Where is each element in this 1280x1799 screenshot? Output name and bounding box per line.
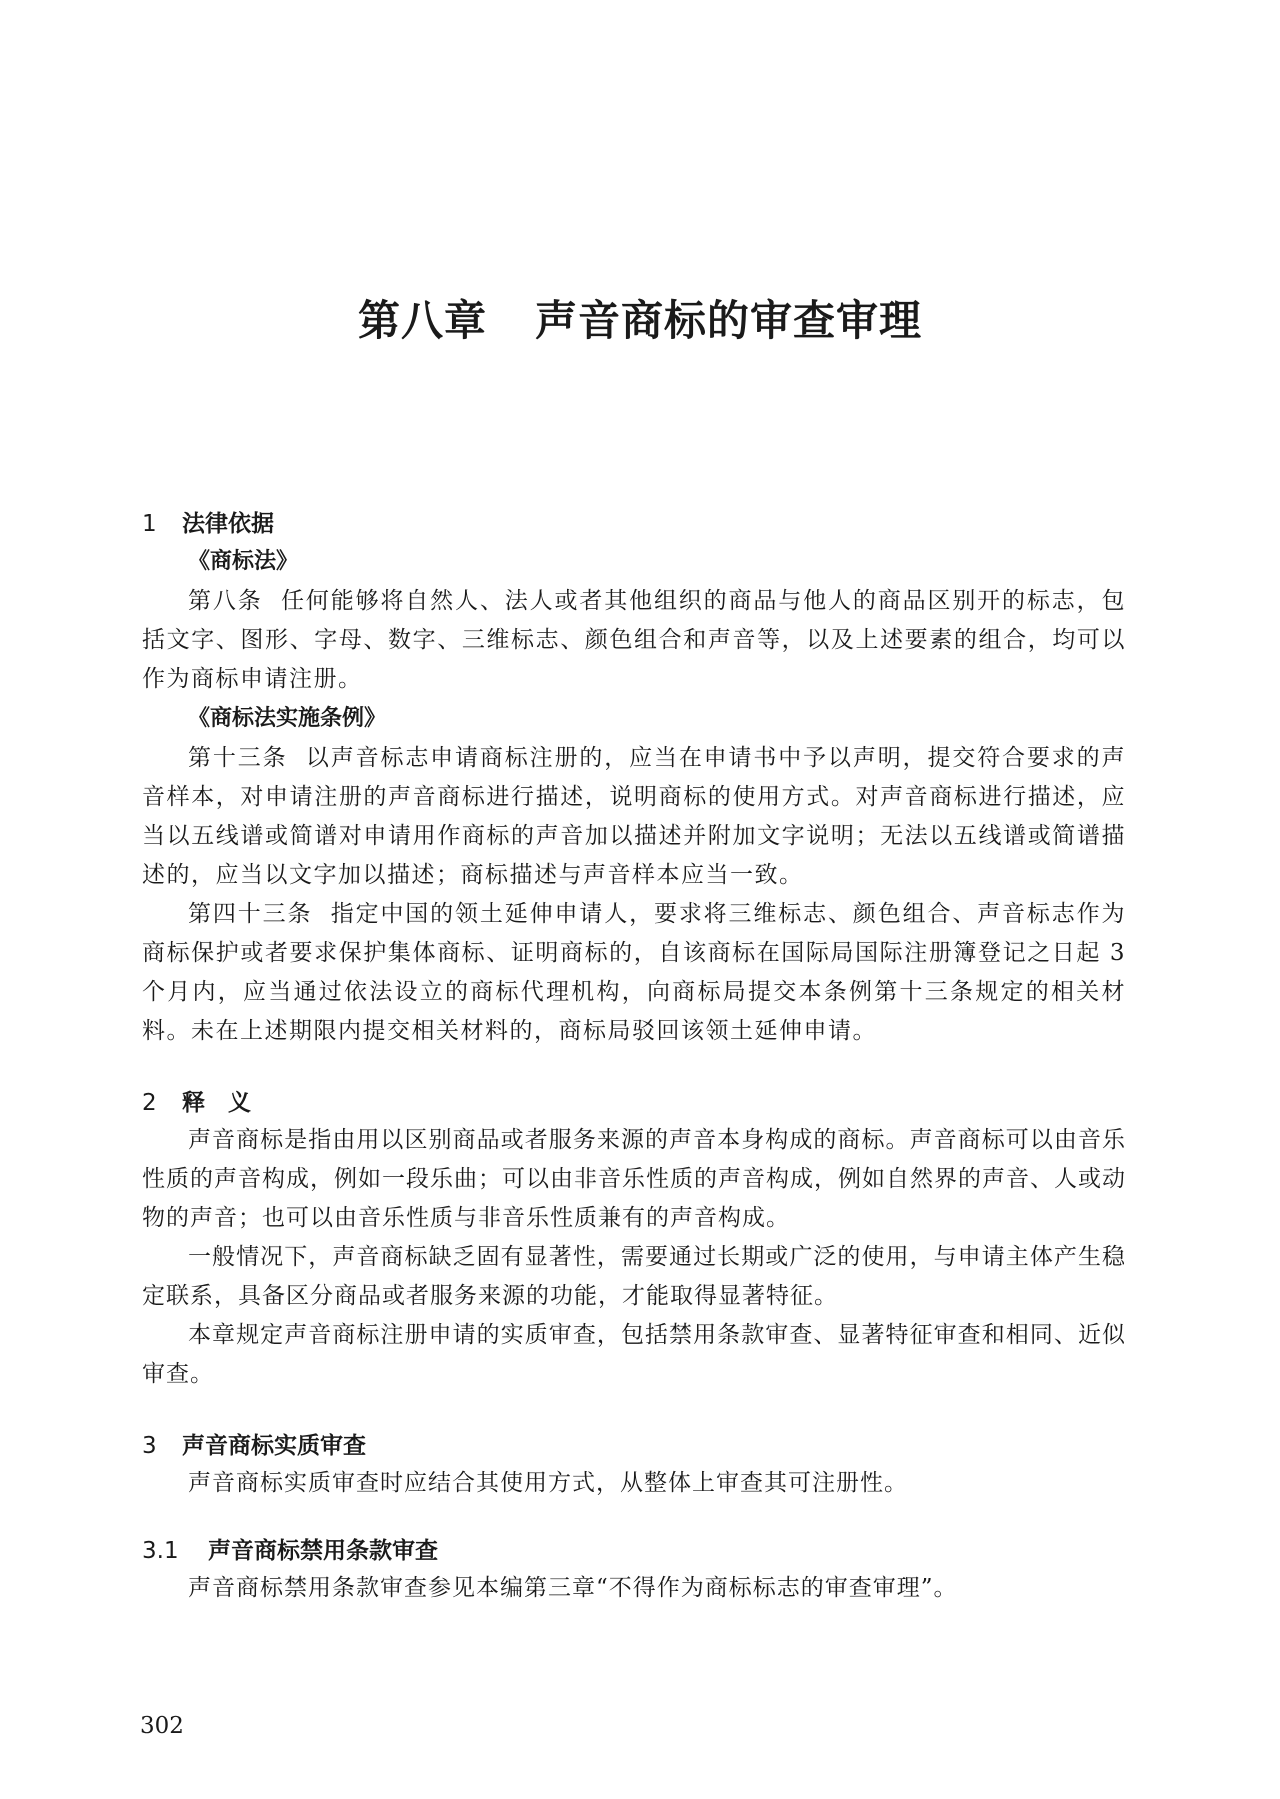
section-number: 3.1 [142, 1538, 179, 1564]
section-title: 声音商标禁用条款审查 [208, 1538, 438, 1564]
chapter-name: 声音商标的审查审理 [535, 296, 923, 345]
section-heading [142, 1428, 1126, 1464]
section-title: 声音商标实质审查 [182, 1433, 366, 1459]
article-text: 任何能够将自然人、法人或者其他组织的商品与他人的商品区别开的标志，包括文字、图形、字母、数字、三维标志、颜色组合和声音等，以及上述要素的组合，均可以作为商标申请注册。 [142, 588, 1127, 692]
article-label: 第八条 [188, 588, 263, 614]
section-title: 法律依据 [182, 511, 274, 537]
paragraph: 一般情况下，声音商标缺乏固有显著性，需要通过长期或广泛的使用，与申请主体产生稳定联系，具备区分商品或者服务来源的功能，才能取得显著特征。 [142, 1244, 1126, 1309]
chapter-title [0, 288, 1280, 348]
section-number: 1 [142, 511, 157, 537]
law-title: 《商标法》 [188, 549, 299, 574]
law-article [142, 582, 1126, 699]
chapter-number: 第八章 [357, 296, 487, 345]
paragraph: 声音商标禁用条款审查参见本编第三章“不得作为商标标志的审查审理”。 [188, 1575, 958, 1601]
article-label: 第四十三条 [188, 901, 313, 927]
article-label: 第十三条 [188, 745, 288, 771]
subsection-heading [142, 1533, 1126, 1569]
law-article [142, 739, 1126, 895]
law-article [142, 895, 1126, 1051]
section-heading [142, 506, 1126, 542]
section-title: 释 义 [182, 1090, 251, 1116]
page-number: 302 [140, 1713, 184, 1739]
law-title: 《商标法实施条例》 [188, 706, 387, 731]
paragraph: 本章规定声音商标注册申请的实质审查，包括禁用条款审查、显著特征审查和相同、近似审查。 [142, 1322, 1126, 1387]
paragraph: 声音商标是指由用以区别商品或者服务来源的声音本身构成的商标。声音商标可以由音乐性质的声音构成，例如一段乐曲；可以由非音乐性质的声音构成，例如自然界的声音、人或动物的声音；也可以由音乐性质与非音乐性质兼有的声音构成。 [142, 1127, 1126, 1231]
section-number: 2 [142, 1090, 157, 1116]
section-number: 3 [142, 1433, 157, 1459]
section-heading [142, 1085, 1126, 1121]
page-content [142, 506, 1126, 1608]
article-text: 指定中国的领土延伸申请人，要求将三维标志、颜色组合、声音标志作为商标保护或者要求保护集体商标、证明商标的，自该商标在国际局国际注册簿登记之日起 3 个月内，应当通过依法设立的商标代理机构，向商标局提交本条例第十三条规定的相关材料。未在上述期限内提交相关材料的，商标局驳回该领土延伸申请。 [142, 901, 1127, 1044]
article-text: 以声音标志申请商标注册的，应当在申请书中予以声明，提交符合要求的声音样本，对申请注册的声音商标进行描述，说明商标的使用方式。对声音商标进行描述，应当以五线谱或简谱对申请用作商标的声音加以描述并附加文字说明；无法以五线谱或简谱描述的，应当以文字加以描述；商标描述与声音样本应当一致。 [142, 745, 1127, 888]
paragraph: 声音商标实质审查时应结合其使用方式，从整体上审查其可注册性。 [188, 1470, 908, 1496]
